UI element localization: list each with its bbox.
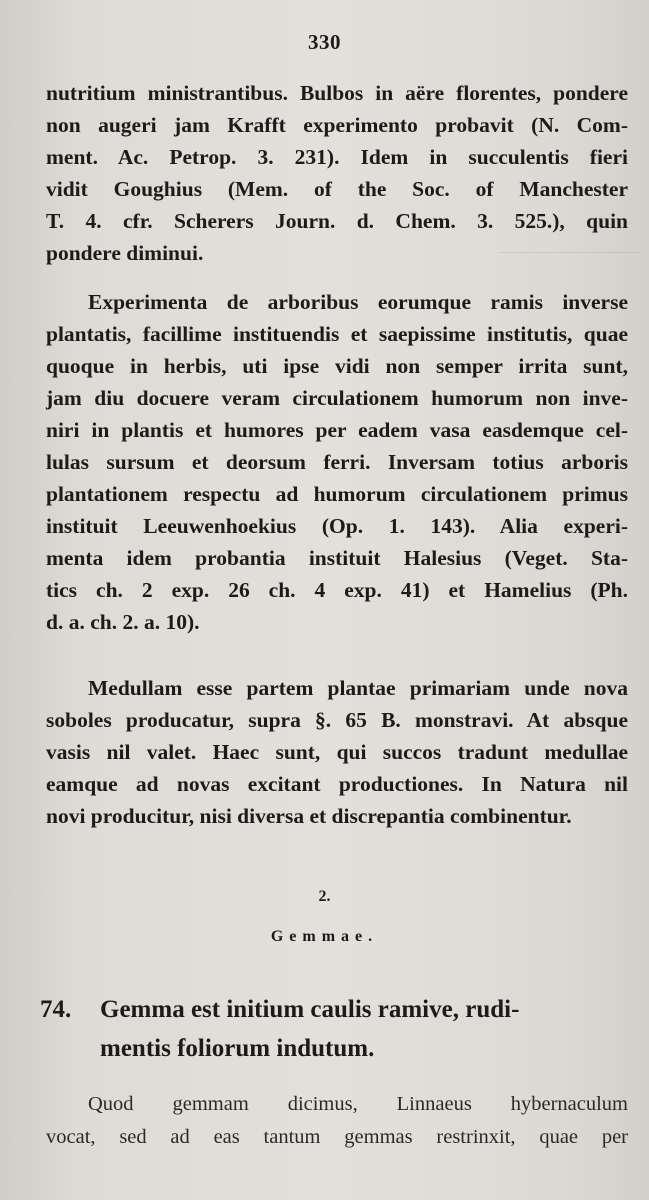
text-line: plantationem respectu ad humorum circulationem primus	[46, 482, 628, 506]
text-line: vasis nil valet. Haec sunt, qui succos tradunt medullae	[46, 740, 628, 764]
section-title: Gemmae.	[270, 928, 379, 945]
show-through-line	[500, 252, 640, 253]
heading-line: Gemma est initium caulis ramive, rudi-	[100, 996, 520, 1023]
heading-number: 74.	[40, 996, 72, 1023]
text-line: vocat, sed ad eas tantum gemmas restrinxit, quae per	[46, 1126, 628, 1148]
text-line: soboles producatur, supra §. 65 B. monstravi. At absque	[46, 708, 628, 732]
page-number: 330	[308, 30, 341, 54]
text-line: pondere diminui.	[46, 241, 204, 265]
paragraph-experiments	[46, 286, 628, 638]
text-line: T. 4. cfr. Scherers Journ. d. Chem. 3. 525.), quin	[46, 209, 628, 233]
paragraph-medulla	[46, 672, 628, 832]
heading-line: mentis foliorum indutum.	[100, 1035, 375, 1062]
text-line: d. a. ch. 2. a. 10).	[46, 610, 200, 634]
paragraph-continued	[46, 77, 628, 269]
text-line: lulas sursum et deorsum ferri. Inversam totius arboris	[46, 450, 628, 474]
text-line: tics ch. 2 exp. 26 ch. 4 exp. 41) et Hamelius (Ph.	[46, 578, 628, 602]
text-line: instituit Leeuwenhoekius (Op. 1. 143). Alia experi-	[46, 514, 628, 538]
text-line: Quod gemmam dicimus, Linnaeus hybernaculum	[88, 1093, 628, 1115]
paragraph-gemma	[46, 1088, 628, 1154]
text-line: menta idem probantia instituit Halesius (Veget. Sta-	[46, 546, 628, 570]
text-line: ment. Ac. Petrop. 3. 231). Idem in succulentis fieri	[46, 145, 628, 169]
text-line: non augeri jam Krafft experimento probavit (N. Com-	[46, 113, 628, 137]
text-line: quoque in herbis, uti ipse vidi non semper irrita sunt,	[46, 354, 628, 378]
text-line: jam diu docuere veram circulationem humorum non inve-	[46, 386, 628, 410]
text-line: Medullam esse partem plantae primariam unde nova	[88, 676, 628, 700]
paragraph-heading	[40, 990, 626, 1068]
text-line: plantatis, facillime instituendis et saepissime institutis, quae	[46, 322, 628, 346]
text-line: nutritium ministrantibus. Bulbos in aëre florentes, pondere	[46, 81, 628, 105]
text-line: eamque ad novas excitant productiones. In Natura nil	[46, 772, 628, 796]
text-line: niri in plantis et humores per eadem vasa easdemque cel-	[46, 418, 628, 442]
text-line: vidit Goughius (Mem. of the Soc. of Manchester	[46, 177, 628, 201]
text-line: Experimenta de arboribus eorumque ramis inverse	[88, 290, 628, 314]
text-line: novi producitur, nisi diversa et discrepantia combinentur.	[46, 804, 572, 828]
section-number: 2.	[318, 888, 331, 905]
